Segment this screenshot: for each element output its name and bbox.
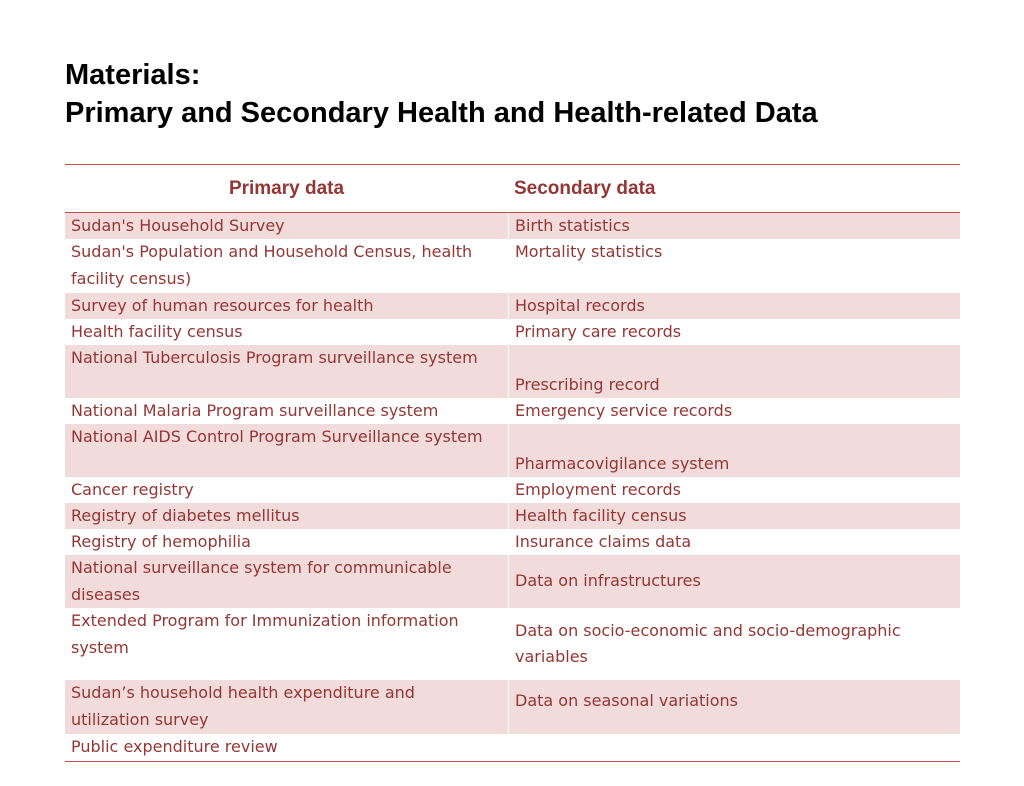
table-row: [65, 213, 960, 239]
primary-cell: National AIDS Control Program Surveillance system: [71, 427, 483, 446]
data-table: [65, 164, 960, 762]
secondary-cell: [508, 734, 960, 761]
secondary-cell: Hospital records: [508, 293, 960, 319]
secondary-cell: Data on seasonal variations: [508, 680, 960, 734]
table-row: [65, 477, 960, 503]
table-row: [65, 398, 960, 424]
secondary-cell: Mortality statistics: [508, 239, 960, 293]
primary-cell: Public expenditure review: [71, 737, 278, 757]
header-secondary-data: Secondary data: [514, 177, 656, 199]
title-line-1: Materials:: [65, 59, 201, 91]
table-row: [65, 529, 960, 555]
secondary-cell: Pharmacovigilance system: [508, 424, 960, 477]
primary-cell: National surveillance system for communicable diseases: [71, 558, 452, 604]
secondary-cell: Health facility census: [508, 503, 960, 529]
table-row: [65, 319, 960, 345]
secondary-cell: Prescribing record: [508, 345, 960, 398]
table-row: [65, 680, 960, 734]
slide-title: [65, 56, 818, 132]
table-row: [65, 345, 960, 398]
primary-cell: Registry of diabetes mellitus: [71, 505, 300, 525]
primary-cell: Cancer registry: [71, 479, 194, 499]
secondary-cell: Birth statistics: [508, 213, 960, 239]
primary-cell: Sudan's Population and Household Census, health facility census): [71, 242, 473, 288]
table-row: [65, 239, 960, 293]
primary-cell: Extended Program for Immunization information system: [71, 611, 459, 657]
secondary-cell: Employment records: [508, 477, 960, 503]
secondary-cell: Insurance claims data: [508, 529, 960, 555]
table-row: [65, 503, 960, 529]
secondary-cell: Data on infrastructures: [508, 555, 960, 608]
secondary-cell: Data on socio-economic and socio-demographic variables: [508, 608, 960, 680]
primary-cell: National Malaria Program surveillance system: [71, 400, 439, 420]
table-row: [65, 293, 960, 319]
primary-cell: Registry of hemophilia: [71, 531, 251, 551]
secondary-cell: Emergency service records: [508, 398, 960, 424]
header-primary-data: Primary data: [228, 177, 345, 199]
table-row: [65, 555, 960, 608]
primary-cell: Health facility census: [71, 321, 243, 341]
table-header: [65, 165, 960, 213]
primary-cell: National Tuberculosis Program surveillance system: [71, 348, 478, 367]
title-line-2: Primary and Secondary Health and Health-related Data: [65, 97, 818, 129]
table-row: [65, 734, 960, 761]
primary-cell: Sudan's Household Survey: [71, 215, 285, 235]
primary-cell: Survey of human resources for health: [71, 295, 374, 315]
table-row: [65, 424, 960, 477]
secondary-cell: Primary care records: [508, 319, 960, 345]
table-row: [65, 608, 960, 680]
primary-cell: Sudan’s household health expenditure and utilization survey: [71, 683, 415, 729]
